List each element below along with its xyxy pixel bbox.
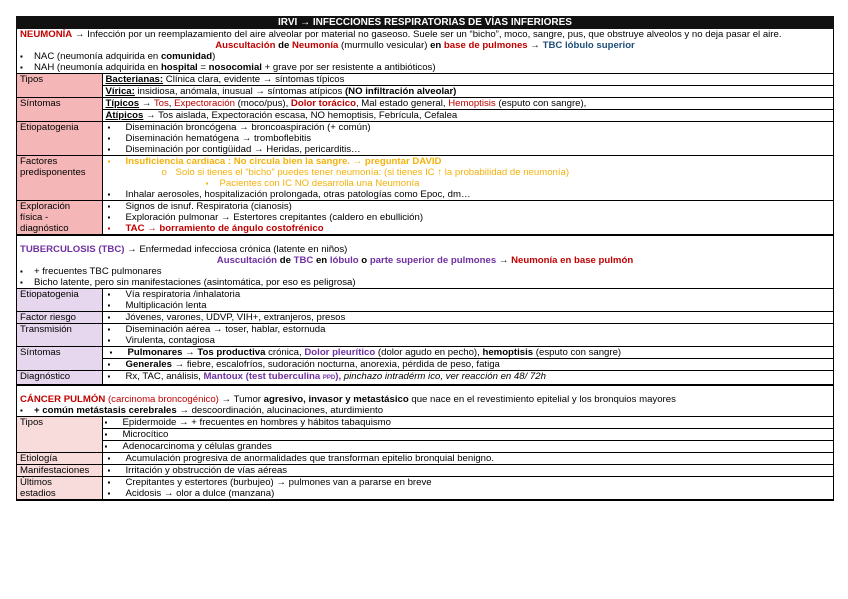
row-label: Etiopatogenia xyxy=(17,122,102,156)
neumonia-bullets xyxy=(17,51,833,73)
table-row: Tipos Bacterianas: Clínica clara, evidente → síntomas típicos Vírica: insidiosa, anómala, inusual → síntomas atípicos (NO infiltración alveolar) xyxy=(17,74,833,98)
row-label: Manifestaciones xyxy=(17,465,102,477)
table-row: Diagnóstico ▪ Rx, TAC, análisis, Mantoux (test tuberculina PPD), pinchazo intradérm ico, ver reacción en 48/ 72h xyxy=(17,371,833,385)
tbc-section xyxy=(16,236,834,386)
list-item: ▪ NAH (neumonía adquirida en hospital = nosocomial + grave por ser resistente a antibióticos) xyxy=(20,62,833,73)
table-row: Etiología ▪ Acumulación progresiva de anormalidades que transforman epitelio bronquial benigno. xyxy=(17,453,833,465)
row-label: Últimos estadios xyxy=(17,477,102,500)
table-row: Factores predisponentes ▪ Insuficiencia cardiaca : No circula bien la sangre. → preguntar DAVID o Solo si tienes el “bicho” puedes tener neumonía: (si tienes IC ↑ la probabilidad de neumonía) ▪ Pacientes con IC NO desarrolla una Neumonía ▪ Inhalar aerosoles, hospitalización prolongada, otras patologías como Epoc, dm… xyxy=(17,156,833,201)
row-label: Diagnóstico xyxy=(17,371,102,385)
tbc-table xyxy=(17,288,833,385)
table-row: Etiopatogenia ▪ Vía respiratoria /inhalatoria ▪ Multiplicación lenta xyxy=(17,289,833,312)
neumonia-definition: → Infección por un reemplazamiento del aire alveolar por material no gaseoso. Suele ser un “bicho”, moco, sangre, pus, que obstruye alveolos y no deja pasar el aire. xyxy=(72,29,782,40)
tbc-bullets xyxy=(17,266,833,288)
row-label: Tipos xyxy=(17,74,102,98)
table-row: Etiopatogenia ▪ Diseminación broncógena → broncoaspiración (+ común) ▪ Diseminación hematógena → tromboflebitis ▪ Diseminación por contigüidad → Heridas, pericarditis… xyxy=(17,122,833,156)
row-label: Factor riesgo xyxy=(17,312,102,324)
table-row: Exploración física - diagnóstico ▪ Signos de isnuf. Respiratoria (cianosis) ▪ Exploración pulmonar → Estertores crepitantes (caldero en ebullición) ▪ TAC → borramiento de ángulo costofrénico xyxy=(17,201,833,235)
neumonia-title: NEUMONÍA xyxy=(20,29,73,40)
table-row: Transmisión ▪ Diseminación aérea → toser, hablar, estornuda ▪ Virulenta, contagiosa xyxy=(17,324,833,347)
table-row: Síntomas Típicos → Tos, Expectoración (moco/pus), Dolor torácico, Mal estado general, Hemoptisis (esputo con sangre), Atípicos → Tos aislada, Expectoración escasa, NO hemoptisis, Febrícula, Cefalea xyxy=(17,98,833,122)
table-row: Tipos ▪ Epidermoide → + frecuentes en hombres y hábitos tabaquismo ▪ Microcítico ▪ Adenocarcinoma y células grandes xyxy=(17,417,833,453)
row-label: Factores predisponentes xyxy=(17,156,102,201)
table-row: Síntomas ▪ Pulmonares → Tos productiva crónica, Dolor pleurítico (dolor agudo en pecho), hemoptisis (esputo con sangre) ▪ Generales → fiebre, escalofríos, sudoración nocturna, anorexia, pérdida de peso, fatiga xyxy=(17,347,833,371)
cancer-title: CÁNCER PULMÓN xyxy=(20,394,106,405)
row-label: Tipos xyxy=(17,417,102,453)
neumonia-auscultation: Auscultación de Neumonía (murmullo vesicular) en base de pulmones → TBC lóbulo superior xyxy=(215,40,635,51)
neumonia-table xyxy=(17,73,833,235)
table-row: Últimos estadios ▪ Crepitantes y estertores (burbujeo) → pulmones van a pararse en breve ▪ Acidosis → olor a dulce (manzana) xyxy=(17,477,833,500)
page-title: IRVI → INFECCIONES RESPIRATORIAS DE VÍAS INFERIORES xyxy=(16,16,834,29)
tbc-title: TUBERCULOSIS (TBC) xyxy=(20,244,125,255)
row-label: Transmisión xyxy=(17,324,102,347)
list-item: ▪ + frecuentes TBC pulmonares xyxy=(20,266,833,277)
cancer-intro: CÁNCER PULMÓN (carcinoma broncogénico) → Tumor agresivo, invasor y metastásico que nace en el revestimiento epitelial y los bronquios mayores xyxy=(20,394,676,405)
row-label: Exploración física - diagnóstico xyxy=(17,201,102,235)
cancer-bullets xyxy=(17,405,833,416)
tbc-definition: → Enfermedad infecciosa crónica (latente en niños) xyxy=(124,244,348,255)
row-label: Etiología xyxy=(17,453,102,465)
row-label: Síntomas xyxy=(17,98,102,122)
row-label: Síntomas xyxy=(17,347,102,371)
row-label: Etiopatogenia xyxy=(17,289,102,312)
list-item: ▪ + común metástasis cerebrales → descoordinación, alucinaciones, aturdimiento xyxy=(20,405,833,416)
document-page xyxy=(16,16,834,501)
table-row: Factor riesgo ▪ Jóvenes, varones, UDVP, VIH+, extranjeros, presos xyxy=(17,312,833,324)
tbc-intro xyxy=(17,244,833,266)
table-row: Manifestaciones ▪ Irritación y obstrucción de vías aéreas xyxy=(17,465,833,477)
list-item: ▪ NAC (neumonía adquirida en comunidad) xyxy=(20,51,833,62)
cancer-table xyxy=(17,416,833,500)
cancer-section xyxy=(16,386,834,501)
list-item: ▪ Bicho latente, pero sin manifestaciones (asintomática, por eso es peligrosa) xyxy=(20,277,833,288)
tbc-auscultation: Auscultación de TBC en lóbulo o parte superior de pulmones → Neumonía en base pulmón xyxy=(216,255,634,266)
neumonia-section xyxy=(16,29,834,236)
neumonia-intro xyxy=(17,29,833,51)
